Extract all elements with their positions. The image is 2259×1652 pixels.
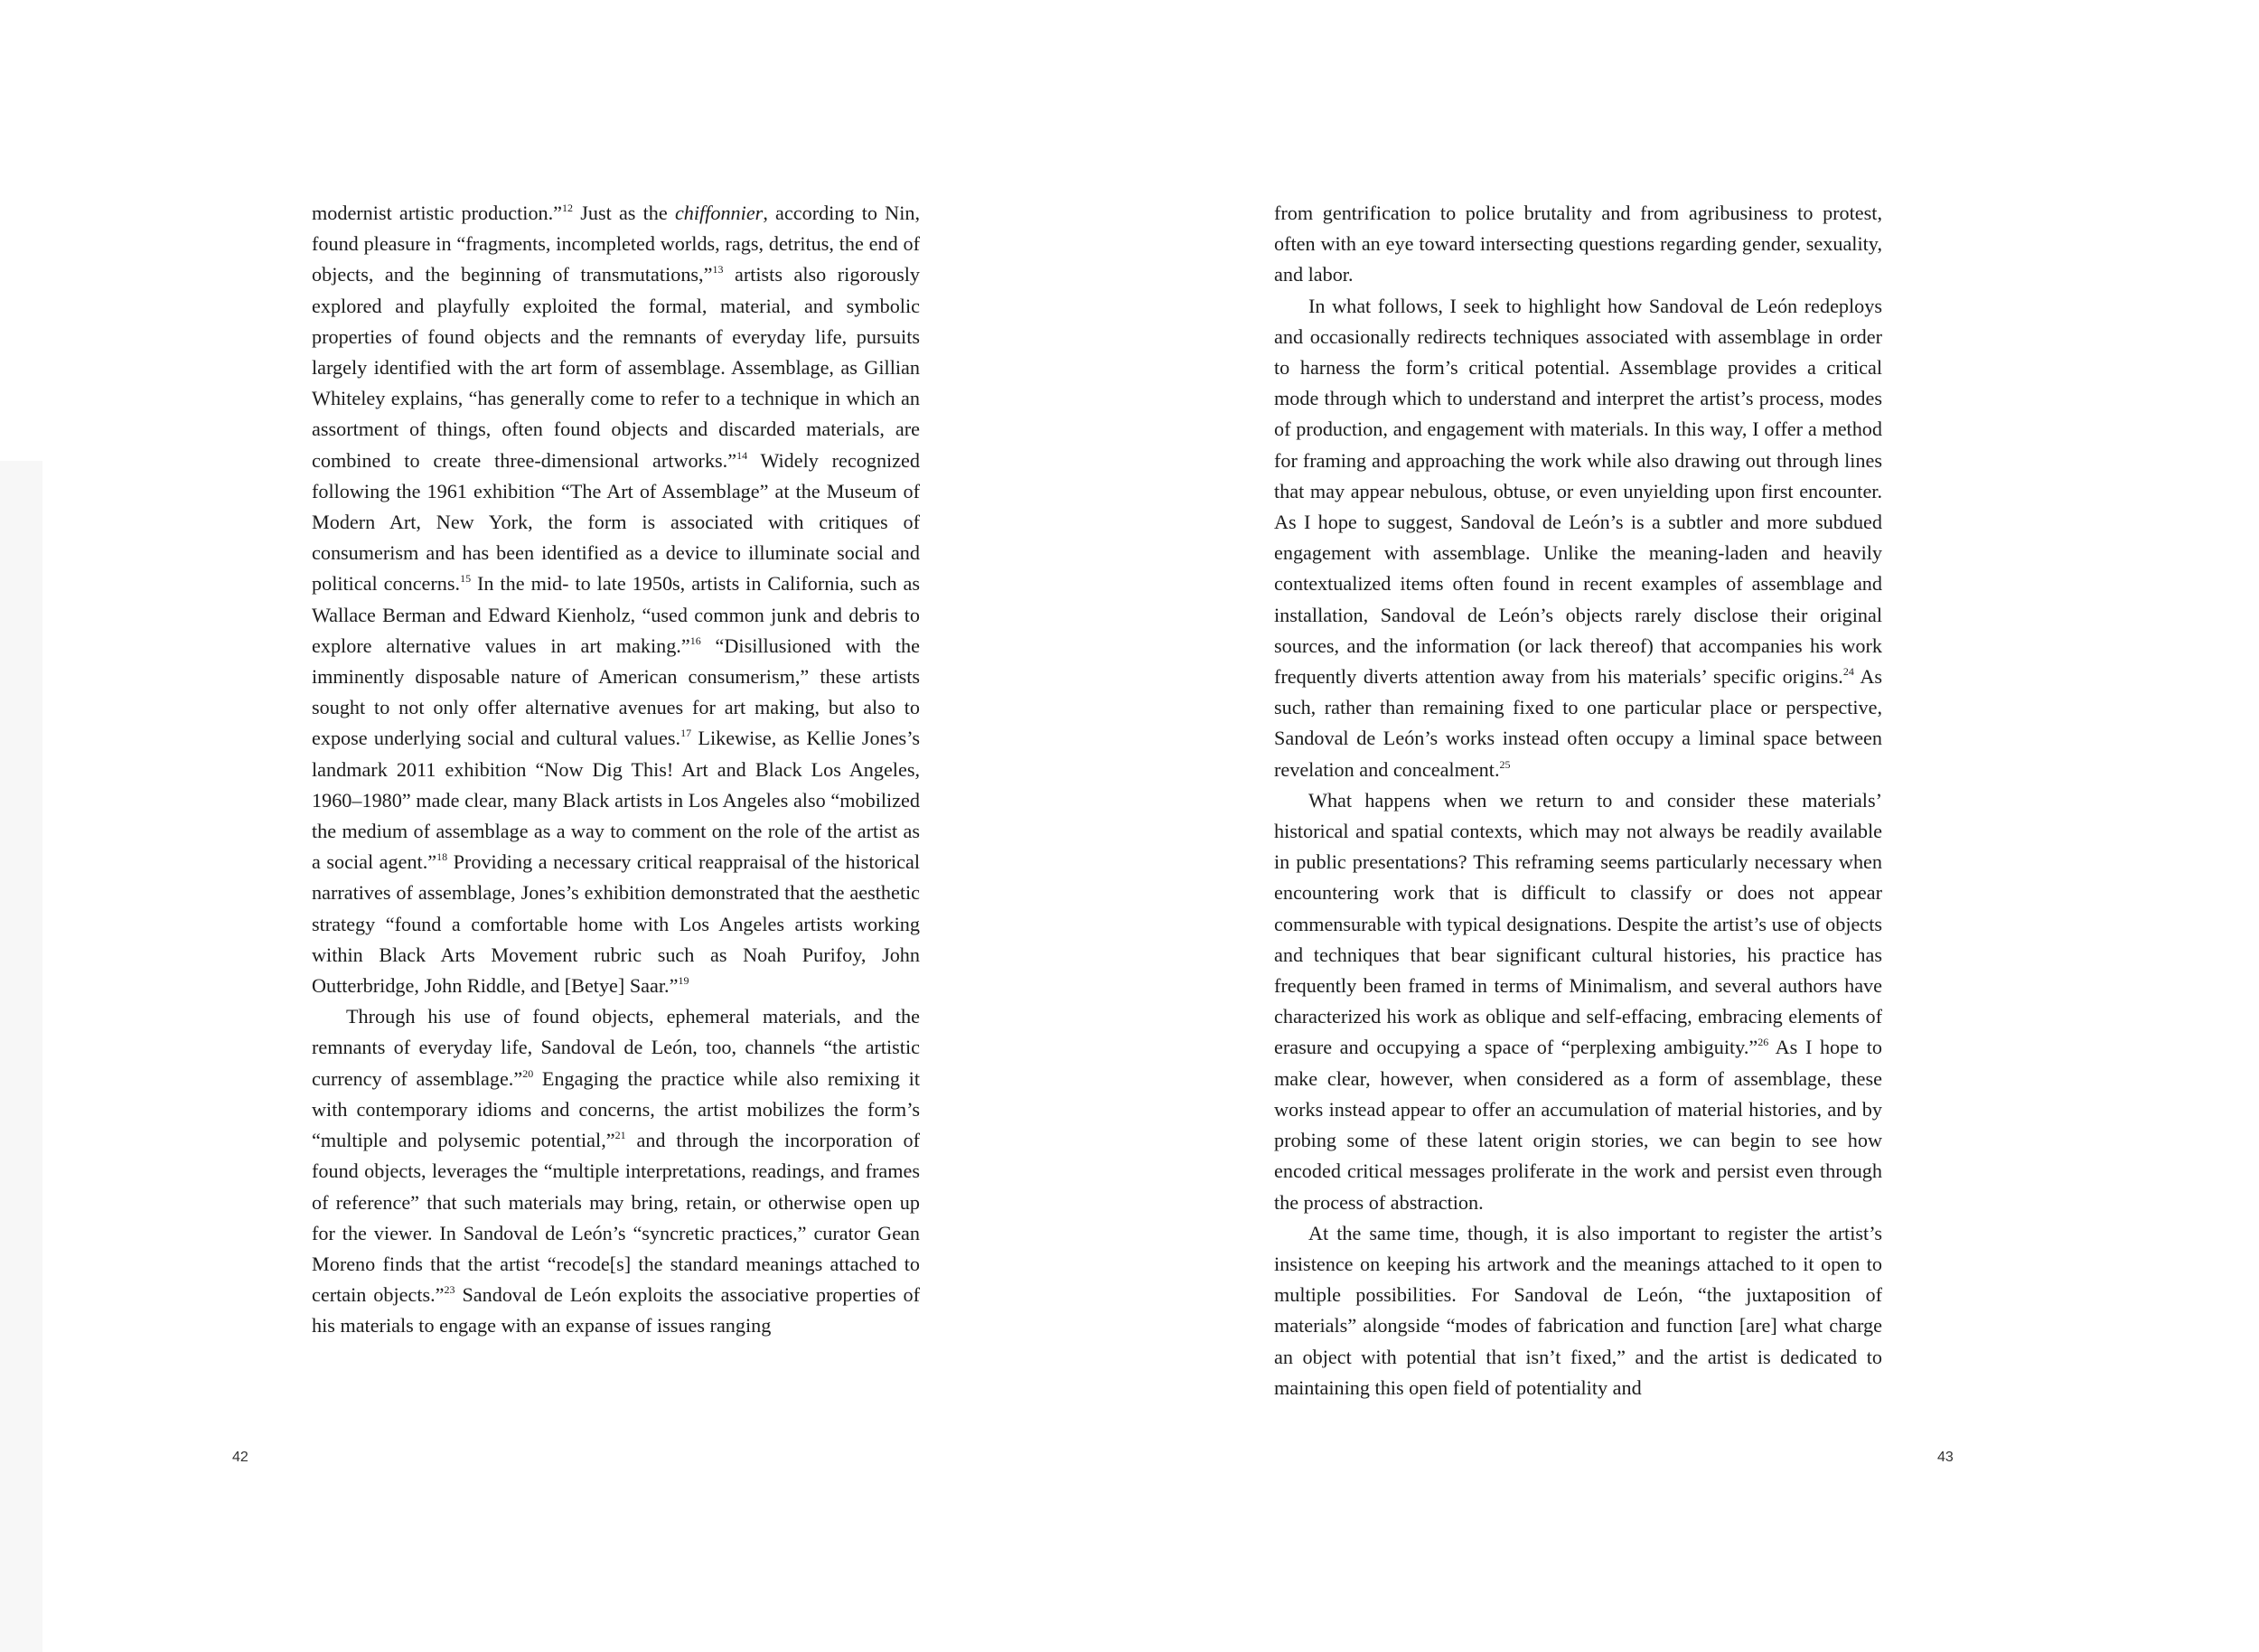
footnote-ref: 17	[680, 727, 692, 740]
footnote-ref: 20	[522, 1066, 534, 1080]
paragraph: Through his use of found objects, ephemeral materials, and the remnants of everyday life, Sandoval de León, too, channels “the artistic currency of assemblage.”$^{20}$ Engaging the practice while also remixing it with contemporary idioms and concerns, the artist mobilizes the form’s “multiple and polysemic potential,”$^{21}$ and through the incorporation of found objects, leverages the “multiple interpretations, readings, and frames of reference” that such materials may bring, retain, or otherwise open up for the viewer. In Sandoval de León’s “syncretic practices,” curator Gean Moreno finds that the artist “recode[s] the standard meanings attached to certain objects.”$^{23}$ Sandoval de León exploits the associative properties of his materials to engage with an expanse of issues ranging	[312, 1005, 921, 1338]
footnote-ref: 24	[1842, 665, 1854, 679]
page-number-right: 43	[1937, 1450, 1954, 1465]
right-page-text	[1274, 198, 1882, 1403]
footnote-ref: 26	[1758, 1036, 1769, 1049]
page-number-left: 42	[232, 1450, 248, 1465]
paragraph: modernist artistic production.”$^{12}$ Just as the chiffonnier, according to Nin, found pleasure in “fragments, incompleted worlds, rags, detritus, the end of objects, and the beginning of transmutations,”$^{13}$ artists also rigorously explored and playfully exploited the formal, material, and symbolic properties of found objects and the remnants of everyday life, pursuits largely identified with the art form of assemblage. Assemblage, as Gillian Whiteley explains, “has generally come to refer to a technique in which an assortment of things, often found objects and discarded materials, are combined to create three-dimensional artworks.”$^{14}$ Widely recognized following the 1961 exhibition “The Art of Assemblage” at the Museum of Modern Art, New York, the form is associated with critiques of consumerism and has been identified as a device to illuminate social and political concerns.$^{15}$ In the mid- to late 1950s, artists in California, such as Wallace Berman and Edward Kienholz, “used common junk and debris to explore alternative values in art making.”$^{16}$ “Disillusioned with the imminently disposable nature of American consumerism,” these artists sought to not only offer alternative avenues for art making, but also to expose underlying social and cultural values.$^{17}$ Likewise, as Kellie Jones’s landmark 2011 exhibition “Now Dig This! Art and Black Los Angeles, 1960–1980” made clear, many Black artists in Los Angeles also “mobilized the medium of assemblage as a way to comment on the role of the artist as a social agent.”$^{18}$ Providing a necessary critical reappraisal of the historical narratives of assemblage, Jones’s exhibition demonstrated that the aesthetic strategy “found a comfortable home with Los Angeles artists working within Black Arts Movement rubric such as Noah Purifoy, John Outterbridge, John Riddle, and [Betye] Saar.”$^{19}$	[312, 202, 921, 998]
footnote-ref: 21	[614, 1129, 626, 1142]
footnote-ref: 12	[562, 202, 574, 214]
footnote-ref: 15	[460, 572, 472, 586]
footnote-ref: 25	[1499, 757, 1511, 771]
footnote-ref: 19	[678, 974, 689, 988]
left-page-text	[312, 198, 920, 1342]
page-edge-shadow	[0, 461, 42, 1652]
italic-term: chiffonnier	[674, 202, 764, 224]
paragraph: At the same time, though, it is also important to register the artist’s insistence on keeping his artwork and the meanings attached to it open to multiple possibilities. For Sandoval de León, “the juxtaposition of materials” alongside “modes of fabrication and function [are] what charge an object with potential that isn’t fixed,” and the artist is dedicated to maintaining this open field of potentiality and	[1274, 1221, 1882, 1399]
paragraph: In what follows, I seek to highlight how Sandoval de León redeploys and occasionally redirects techniques associated with assemblage in order to harness the form’s critical potential. Assemblage provides a critical mode through which to understand and interpret the artist’s process, modes of production, and engagement with materials. In this way, I offer a method for framing and approaching the work while also drawing out through lines that may appear nebulous, obtuse, or even unyielding upon first encounter. As I hope to suggest, Sandoval de León’s is a subtler and more subdued engagement with assemblage. Unlike the meaning-laden and heavily contextualized items often found in recent examples of assemblage and installation, Sandoval de León’s objects rarely disclose their original sources, and the information (or lack thereof) that accompanies his work frequently diverts attention away from his materials’ specific origins.$^{24}$ As such, rather than remaining fixed to one particular place or perspective, Sandoval de León’s works instead often occupy a liminal space between revelation and concealment.$^{25}$	[1274, 294, 1882, 781]
footnote-ref: 14	[736, 448, 748, 462]
footnote-ref: 18	[436, 850, 448, 864]
paragraph: What happens when we return to and consider these materials’ historical and spatial contexts, which may not always be readily available in public presentations? This reframing seems particularly necessary when encountering work that is difficult to classify or does not appear commensurable with typical designations. Despite the artist’s use of objects and techniques that bear significant cultural histories, his practice has frequently been framed in terms of Minimalism, and several authors have characterized his work as oblique and self-effacing, embracing elements of erasure and occupying a space of “perplexing ambiguity.”$^{26}$ As I hope to make clear, however, when considered as a form of assemblage, these works instead appear to offer an accumulation of material histories, and by probing some of these latent origin stories, we can begin to see how encoded critical messages proliferate in the work and persist even through the process of abstraction.	[1274, 788, 1882, 1214]
footnote-ref: 13	[712, 263, 724, 277]
paragraph: from gentrification to police brutality and from agribusiness to protest, often with an eye toward intersecting questions regarding gender, sexuality, and labor.	[1274, 202, 1882, 286]
footnote-ref: 23	[444, 1283, 455, 1297]
footnote-ref: 16	[689, 634, 701, 647]
